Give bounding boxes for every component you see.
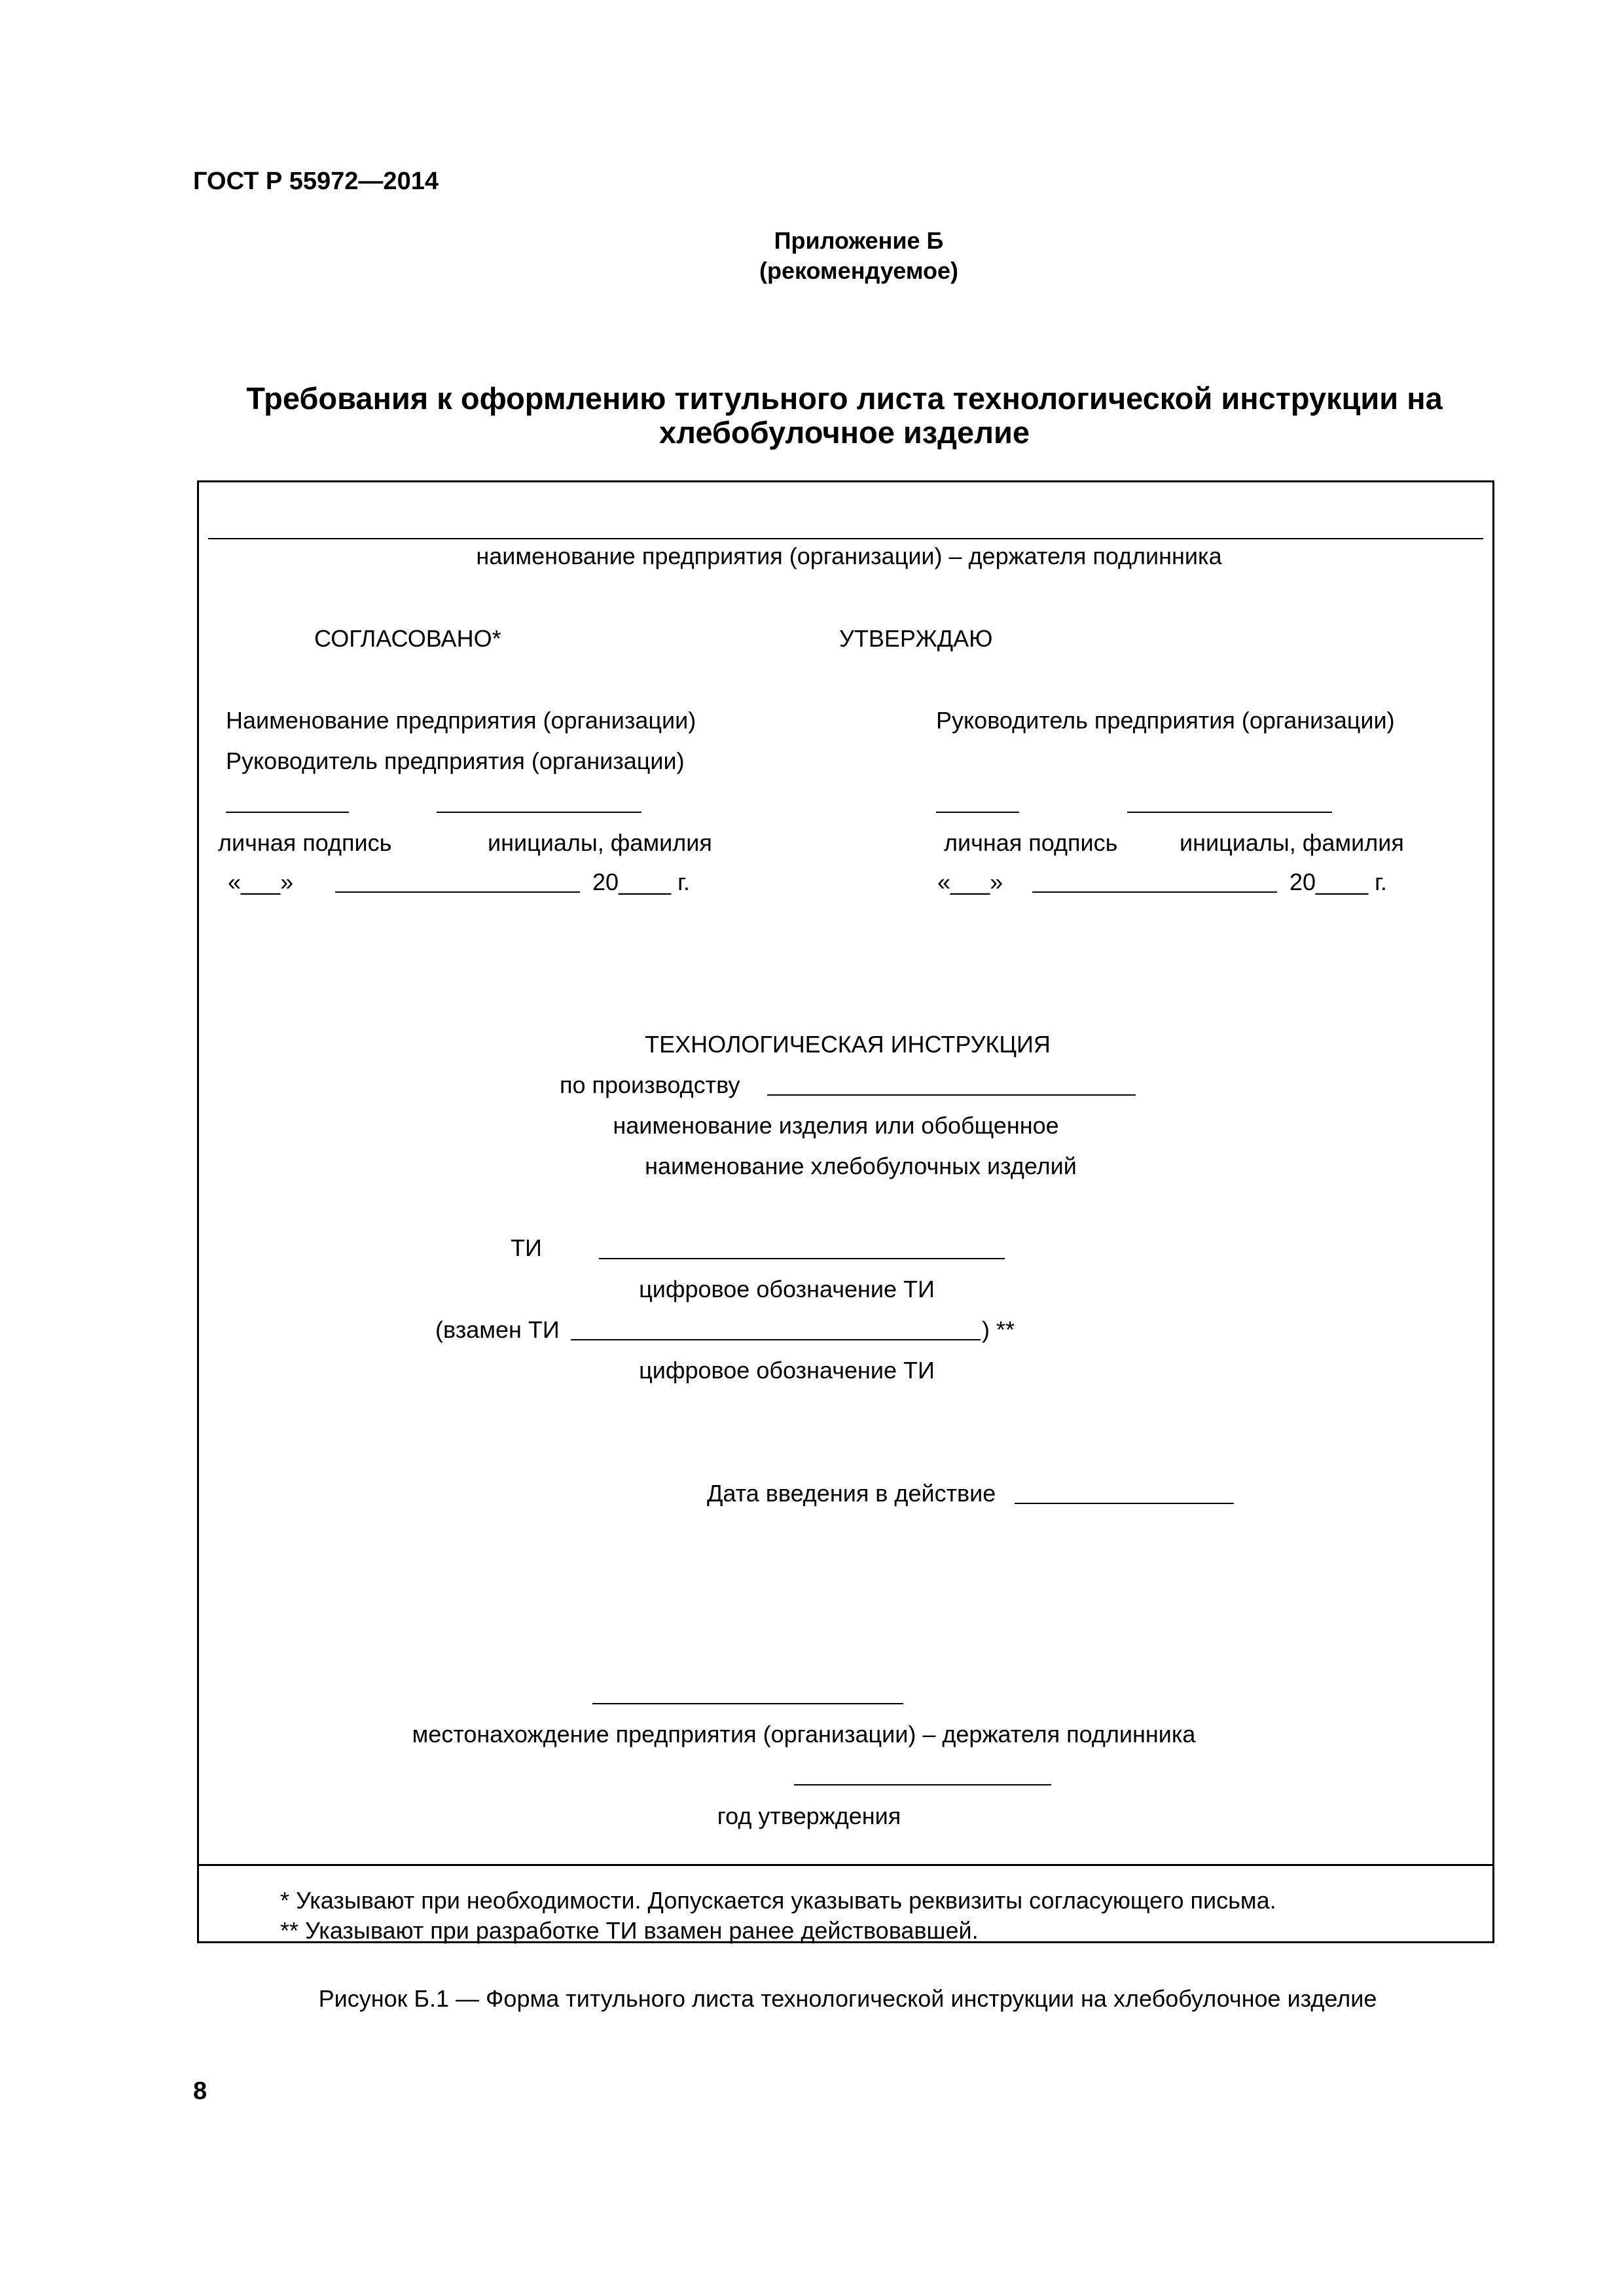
agreed-signature-line xyxy=(226,812,349,813)
production-label: по производству xyxy=(560,1071,740,1098)
standard-number: ГОСТ Р 55972—2014 xyxy=(193,168,439,195)
instruction-title: ТЕХНОЛОГИЧЕСКАЯ ИНСТРУКЦИЯ xyxy=(645,1031,1051,1058)
approve-date-month-line xyxy=(1032,891,1277,893)
agreed-name-line xyxy=(437,812,641,813)
approve-heading: УТВЕРЖДАЮ xyxy=(839,625,993,652)
approve-name-caption: инициалы, фамилия xyxy=(1180,829,1404,856)
replace-caption: цифровое обозначение ТИ xyxy=(639,1357,935,1384)
agreed-date-year: 20____ г. xyxy=(592,869,690,895)
product-name-line xyxy=(767,1094,1136,1096)
agreed-head: Руководитель предприятия (организации) xyxy=(226,747,685,774)
effective-date-line xyxy=(1015,1503,1234,1504)
approve-signature-line xyxy=(936,812,1019,813)
ti-label: ТИ xyxy=(511,1234,542,1261)
replace-designation-line xyxy=(571,1339,981,1340)
approve-signature-caption: личная подпись xyxy=(944,829,1118,856)
year-caption: год утверждения xyxy=(717,1803,901,1829)
approve-date-day: «___» xyxy=(937,869,1003,895)
annex-status: (рекомендуемое) xyxy=(759,257,958,284)
location-line xyxy=(592,1703,903,1704)
figure-caption: Рисунок Б.1 — Форма титульного листа технологической инструкции на хлебобулочное изделие xyxy=(318,1985,1377,2012)
footnote-1: * Указывают при необходимости. Допускается указывать реквизиты согласующего письма. xyxy=(280,1887,1276,1914)
ti-caption: цифровое обозначение ТИ xyxy=(639,1276,935,1302)
replace-open: (взамен ТИ xyxy=(435,1316,560,1343)
ti-designation-line xyxy=(599,1258,1005,1259)
location-caption: местонахождение предприятия (организации) – держателя подлинника xyxy=(412,1721,1196,1748)
agreed-date-month-line xyxy=(335,891,580,893)
footnote-2: ** Указывают при разработке ТИ взамен ранее действовавшей. xyxy=(280,1917,979,1944)
effective-date-label: Дата введения в действие xyxy=(707,1480,996,1507)
product-caption-line1: наименование изделия или обобщенное xyxy=(613,1112,1059,1139)
agreed-org-name: Наименование предприятия (организации) xyxy=(226,707,696,734)
approve-name-line xyxy=(1127,812,1332,813)
agreed-heading: СОГЛАСОВАНО* xyxy=(314,625,501,652)
replace-close: ) ** xyxy=(982,1316,1015,1343)
holder-name-caption: наименование предприятия (организации) – держателя подлинника xyxy=(476,543,1222,569)
agreed-name-caption: инициалы, фамилия xyxy=(488,829,712,856)
product-caption-line2: наименование хлебобулочных изделий xyxy=(645,1153,1077,1179)
approve-date-year: 20____ г. xyxy=(1290,869,1387,895)
year-line xyxy=(794,1784,1051,1785)
annex-title: Приложение Б xyxy=(774,227,944,254)
section-title-line2: хлебобулочное изделие xyxy=(659,415,1030,450)
agreed-signature-caption: личная подпись xyxy=(218,829,392,856)
holder-name-line xyxy=(208,538,1483,539)
approve-head: Руководитель предприятия (организации) xyxy=(936,707,1395,734)
page-number: 8 xyxy=(193,2077,208,2105)
agreed-date-day: «___» xyxy=(228,869,294,895)
section-title-line1: Требования к оформлению титульного листа технологической инструкции на xyxy=(246,381,1443,416)
footnote-separator xyxy=(197,1864,1494,1866)
